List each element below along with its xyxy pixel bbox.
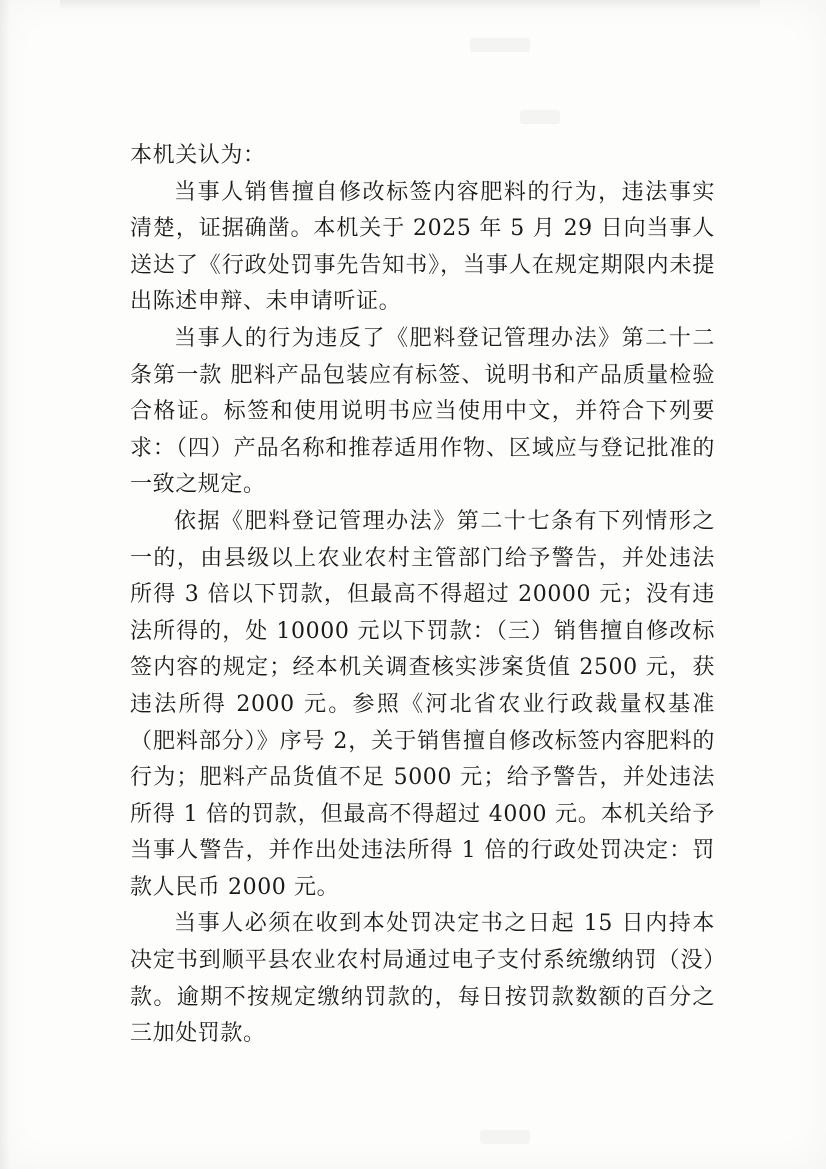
scan-ghost-mark xyxy=(470,38,530,52)
scan-ghost-mark xyxy=(520,110,560,124)
scan-shadow-top xyxy=(60,0,760,10)
scan-shadow-left xyxy=(0,0,10,1169)
paragraph-payment: 当事人必须在收到本处罚决定书之日起 15 日内持本决定书到顺平县农业农村局通过电子支付系统缴纳罚（没）款。逾期不按规定缴纳罚款的，每日按罚款数额的百分之三加处罚款。 xyxy=(130,911,715,1047)
paragraph-facts: 当事人销售擅自修改标签内容肥料的行为，违法事实清楚，证据确凿。本机关于 2025 年 5 月 29 日向当事人送达了《行政处罚事先告知书》，当事人在规定期限内未提出陈述申辩、未申请听证。 xyxy=(130,179,715,315)
paragraph-penalty-basis: 依据《肥料登记管理办法》第二十七条有下列情形之一的，由县级以上农业农村主管部门给予警告，并处违法所得 3 倍以下罚款，但最高不得超过 20000 元；没有违法所得的，处 10000 元以下罚款：（三）销售擅自修改标签内容的规定；经本机关调查核实涉案货值 2500 元，获违法所得 2000 元。参照《河北省农业行政裁量权基准（肥料部分）》序号 2，关于销售擅自修改标签内容肥料的行为；肥料产品货值不足 5000 元；给予警告，并处违法所得 1 倍的罚款，但最高不得超过 4000 元。本机关给予当事人警告，并作出处违法所得 1 倍的行政处罚决定：罚款人民币 2000 元。 xyxy=(130,508,715,900)
scan-ghost-mark xyxy=(480,1130,530,1144)
paragraph-violation: 当事人的行为违反了《肥料登记管理办法》第二十二条第一款 肥料产品包装应有标签、说明书和产品质量检验合格证。标签和使用说明书应当使用中文，并符合下列要求：（四）产品名称和推荐适用作物、区域应与登记批准的一致之规定。 xyxy=(130,325,715,498)
section-heading: 本机关认为： xyxy=(130,143,266,168)
document-body xyxy=(130,138,715,1053)
